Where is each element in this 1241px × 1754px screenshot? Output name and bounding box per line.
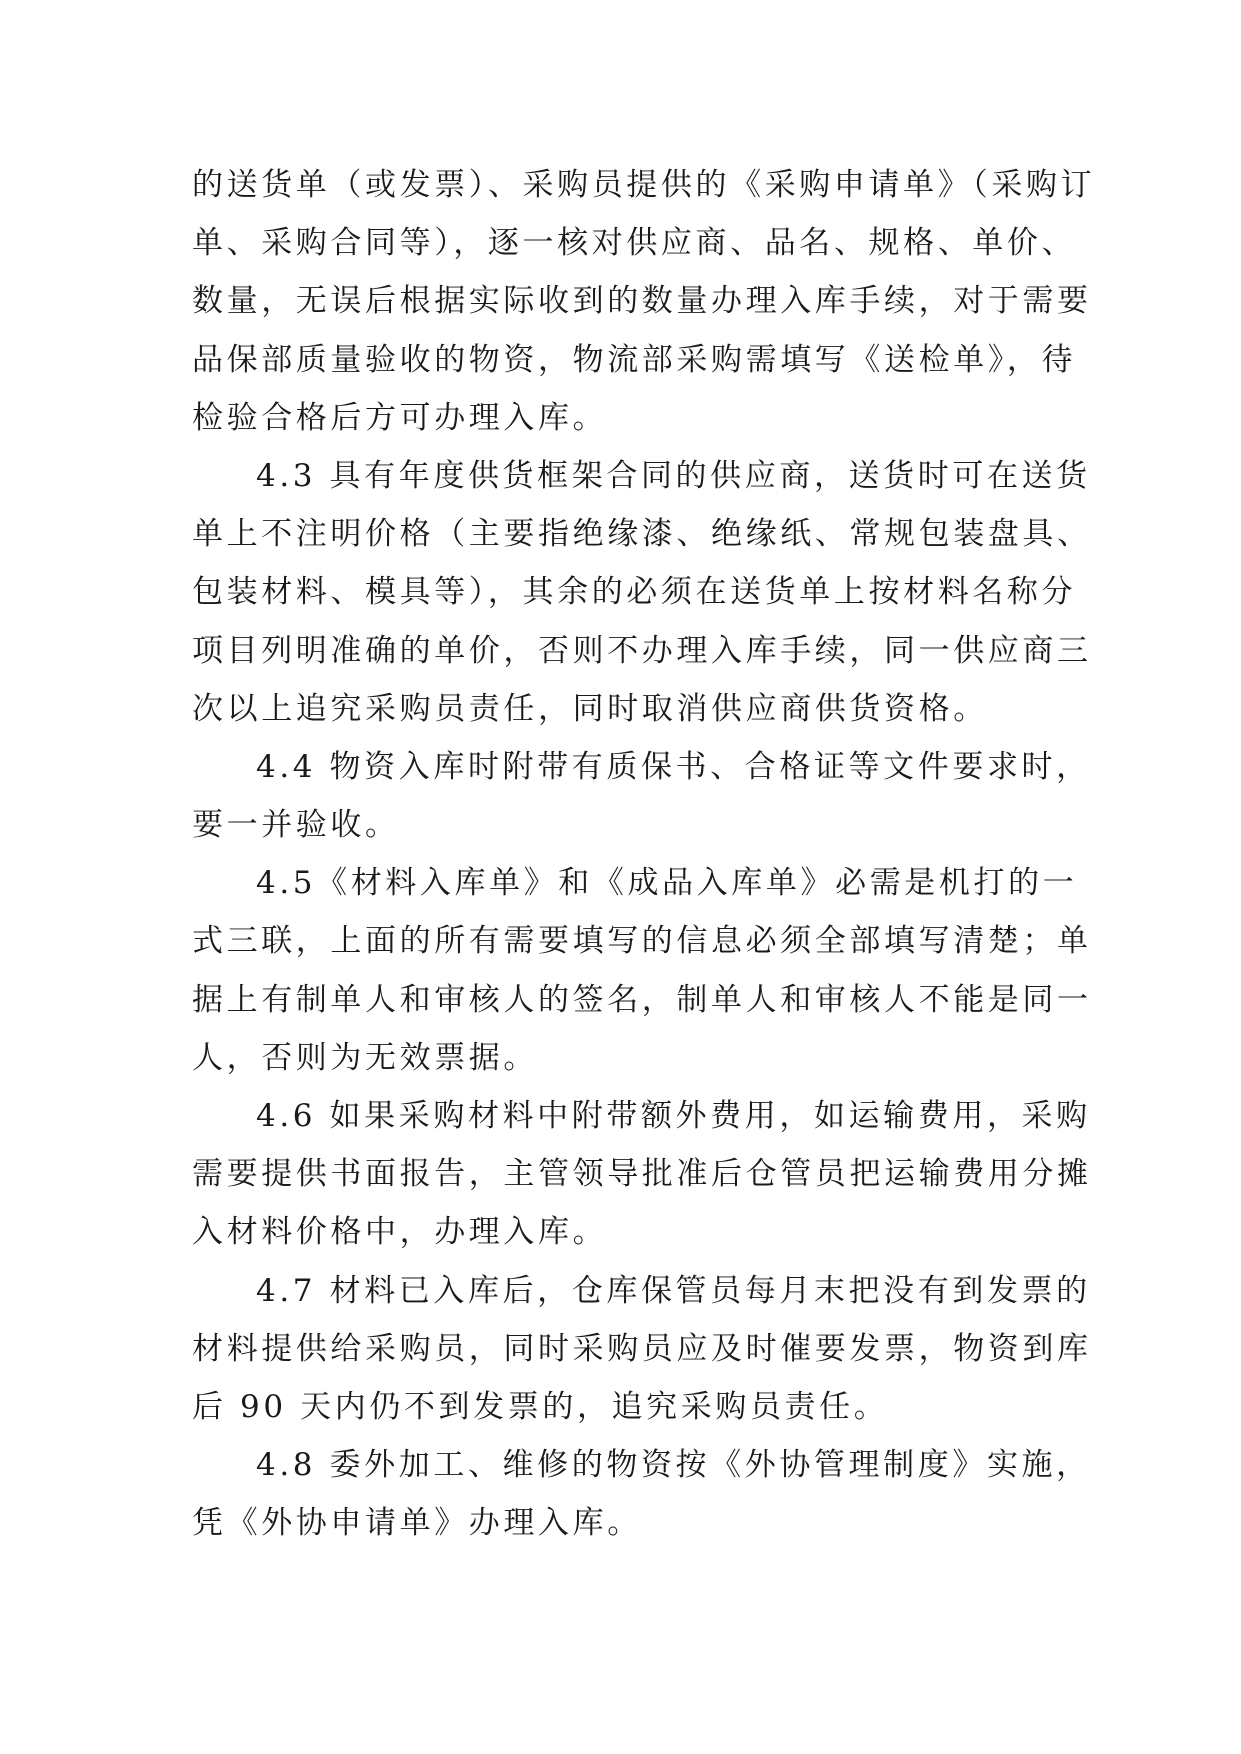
text-line: 式三联，上面的所有需要填写的信息必须全部填写清楚；单 (192, 923, 1092, 960)
text-line: 人，否则为无效票据。 (192, 1039, 538, 1076)
text-line: 检验合格后方可办理入库。 (192, 399, 608, 436)
text-line: 包装材料、模具等），其余的必须在送货单上按材料名称分 (192, 574, 1077, 611)
clause-4-3-first-line: 4.3 具有年度供货框架合同的供应商，送货时可在送货 (256, 457, 1091, 494)
clause-4-6-first-line: 4.6 如果采购材料中附带额外费用，如运输费用，采购 (256, 1098, 1091, 1134)
text-line: 品保部质量验收的物资，物流部采购需填写《送检单》，待 (192, 341, 1077, 378)
clause-4-8-first-line: 4.8 委外加工、维修的物资按《外协管理制度》实施， (256, 1447, 1091, 1484)
text-line: 凭《外协申请单》办理入库。 (192, 1505, 642, 1542)
text-line: 后 90 天内仍不到发票的，追究采购员责任。 (192, 1388, 889, 1425)
document-body (192, 156, 1096, 1553)
text-line: 据上有制单人和审核人的签名，制单人和审核人不能是同一 (192, 981, 1092, 1018)
text-line: 单上不注明价格（主要指绝缘漆、绝缘纸、常规包装盘具、 (192, 516, 1092, 553)
clause-4-7-first-line: 4.7 材料已入库后，仓库保管员每月末把没有到发票的 (256, 1272, 1091, 1309)
text-line: 数量，无误后根据实际收到的数量办理入库手续，对于需要 (192, 283, 1092, 320)
clause-4-5-first-line: 4.5《材料入库单》和《成品入库单》必需是机打的一 (256, 865, 1078, 902)
text-line: 入材料价格中，办理入库。 (192, 1214, 608, 1251)
text-line: 次以上追究采购员责任，同时取消供应商供货资格。 (192, 690, 988, 727)
text-line: 单、采购合同等），逐一核对供应商、品名、规格、单价、 (192, 225, 1077, 262)
text-line: 材料提供给采购员，同时采购员应及时催要发票，物资到库 (192, 1330, 1092, 1367)
clause-4-4-first-line: 4.4 物资入库时附带有质保书、合格证等文件要求时， (256, 748, 1091, 785)
text-line: 的送货单（或发票）、采购员提供的《采购申请单》（采购订 (192, 167, 1096, 203)
text-line: 项目列明准确的单价，否则不办理入库手续，同一供应商三 (192, 632, 1092, 669)
text-line: 需要提供书面报告，主管领导批准后仓管员把运输费用分摊 (192, 1156, 1092, 1193)
text-line: 要一并验收。 (192, 807, 400, 844)
